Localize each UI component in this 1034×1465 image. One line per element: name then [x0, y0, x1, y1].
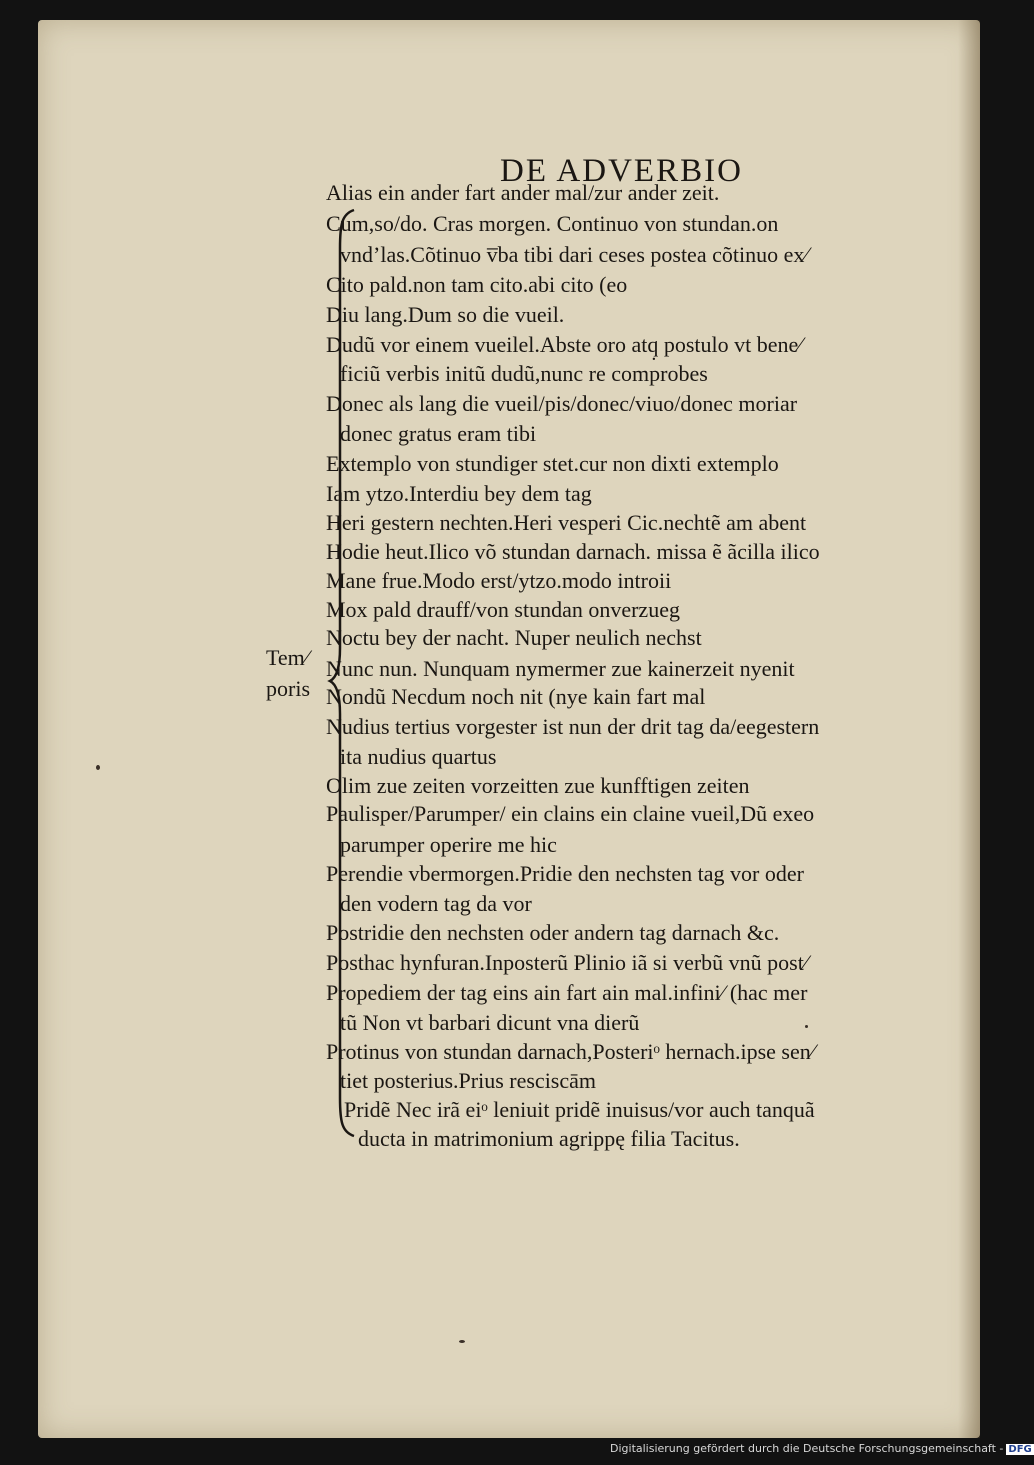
book-page [38, 20, 980, 1438]
text-line: tiet posterius.Prius resciscām [340, 1068, 597, 1093]
text-line: Olim zue zeiten vorzeitten zue kunfftigen zeiten [326, 773, 750, 798]
text-line: ducta in matrimonium agrippę filia Tacitus. [358, 1126, 740, 1151]
text-line: Cum,so/do. Cras morgen. Continuo von stundan.on [326, 211, 779, 236]
text-line: Perendie vbermorgen.Pridie den nechsten tag vor oder [326, 861, 804, 886]
text-line: Cito pald.non tam cito.abi cito (eo [326, 272, 628, 297]
text-line: Alias ein ander fart ander mal/zur ander zeit. [326, 180, 720, 205]
text-line: parumper operire me hic [340, 832, 557, 857]
page-header: DE ADVERBIO [500, 153, 743, 189]
text-line: Protinus von stundan darnach,Posteriᵒ hernach.ipse sen⁄ [326, 1039, 815, 1064]
digitization-credit [610, 1442, 1032, 1462]
text-line: Posthac hynfuran.Inposterũ Plinio iã si verbũ vnũ post⁄ [326, 950, 808, 975]
text-line: Nunc nun. Nunquam nymermer zue kainerzeit nyenit [326, 656, 795, 681]
text-line: Extemplo von stundiger stet.cur non dixti extemplo [326, 451, 779, 476]
paper-speck [805, 1025, 808, 1028]
text-line: Iam ytzo.Interdiu bey dem tag [326, 481, 592, 506]
text-line: Dudũ vor einem vueilel.Abste oro atq̣ postulo vt bene⁄ [326, 332, 802, 357]
text-line: Noctu bey der nacht. Nuper neulich nechst [326, 625, 702, 650]
margin-label-line: Tem⁄ [266, 645, 309, 670]
text-line: vnd’las.Cõtinuo v̅ba tibi dari ceses postea cõtinuo ex⁄ [340, 242, 809, 267]
paper-speck [96, 765, 100, 770]
dfg-logo: DFG [1008, 1443, 1032, 1455]
text-line: Postridie den nechsten oder andern tag darnach &c. [326, 920, 780, 945]
text-line: Diu lang.Dum so die vueil. [326, 302, 565, 327]
text-line: Donec als lang die vueil/pis/donec/viuo/donec moriar [326, 391, 798, 416]
text-line: ita nudius quartus [340, 744, 497, 769]
text-line: Nondũ Necdum noch nit (nye kain fart mal [326, 684, 706, 709]
text-line: den vodern tag da vor [340, 891, 532, 916]
text-line: tũ Non vt barbari dicunt vna dierũ [340, 1010, 640, 1035]
text-line: ficiũ verbis initũ dudũ,nunc re comprobes [340, 361, 708, 386]
credit-text: Digitalisierung gefördert durch die Deutsche Forschungsgemeinschaft - [610, 1442, 1004, 1455]
text-line: Paulisper/Parumper/ ein clains ein claine vueil,Dũ exeo [326, 801, 815, 826]
text-line: Pridẽ Nec irã eiᵒ leniuit pridẽ inuisus/vor auch tanquã [344, 1097, 815, 1122]
margin-label [266, 642, 310, 704]
text-line: Heri gestern nechten.Heri vesperi Cic.nechtẽ am abent [326, 510, 807, 535]
text-line: Propediem der tag eins ain fart ain mal.infini⁄ (hac mer [326, 980, 808, 1005]
paper-speck [459, 1340, 465, 1343]
text-line: Mox pald drauff/von stundan onverzueg [326, 597, 680, 622]
text-line: Hodie heut.Ilico võ stundan darnach. missa ẽ ãcilla ilico [326, 539, 820, 564]
text-line: donec gratus eram tibi [340, 421, 537, 446]
text-line: Nudius tertius vorgester ist nun der drit tag da/eegestern [326, 714, 820, 739]
text-line: Mane frue.Modo erst/ytzo.modo introii [326, 568, 672, 593]
margin-label-line: poris [266, 676, 310, 701]
